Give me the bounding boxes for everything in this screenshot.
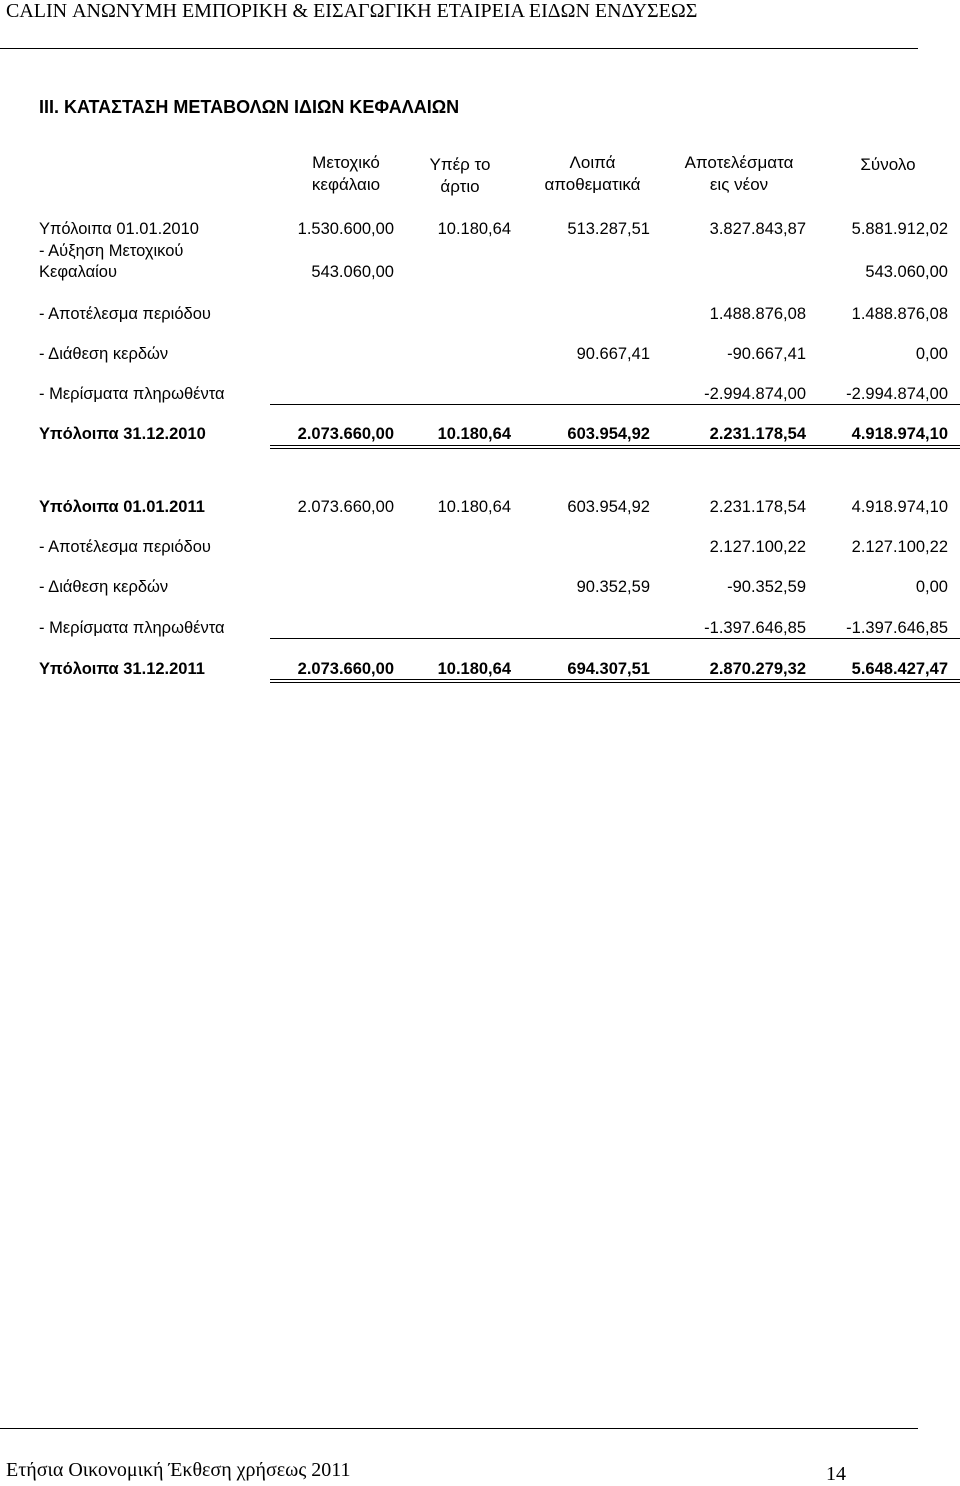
subtotal-rule <box>270 638 960 639</box>
row-label-period-result-2011: - Αποτέλεσμα περιόδου <box>39 538 211 556</box>
company-header: CALIN ΑΝΩΝΥΜΗ ΕΜΠΟΡΙΚΗ & ΕΙΣΑΓΩΓΙΚΗ ΕΤΑΙΡΕΙΑ ΕΙΔΩΝ ΕΝΔΥΣΕΩΣ <box>6 0 698 22</box>
column-header-share-premium: Υπέρ το άρτιο <box>429 155 491 196</box>
cell-total: 1.488.876,08 <box>851 305 948 323</box>
total-double-rule <box>270 679 960 683</box>
cell-share-capital: 2.073.660,00 <box>297 660 394 678</box>
column-header-retained-earnings: Αποτελέσματα εις νέον <box>684 153 794 194</box>
cell-retained-earnings: 2.231.178,54 <box>709 425 806 443</box>
row-label-closing-balance-2011: Υπόλοιπα 31.12.2011 <box>39 660 205 678</box>
cell-other-reserves: 90.352,59 <box>576 578 650 596</box>
row-label-opening-balance-2010: Υπόλοιπα 01.01.2010 <box>39 220 199 238</box>
page-number: 14 <box>826 1463 846 1485</box>
cell-other-reserves: 603.954,92 <box>567 498 650 516</box>
cell-retained-earnings: 3.827.843,87 <box>709 220 806 238</box>
row-label-closing-balance-2010: Υπόλοιπα 31.12.2010 <box>39 425 206 443</box>
column-header-total: Σύνολο <box>860 155 916 174</box>
cell-total: 4.918.974,10 <box>851 498 948 516</box>
footer-divider <box>0 1428 918 1429</box>
subtotal-rule <box>270 404 960 405</box>
column-header-other-reserves: Λοιπά αποθεματικά <box>544 153 641 194</box>
cell-share-premium: 10.180,64 <box>437 425 511 443</box>
cell-total: 4.918.974,10 <box>851 425 948 443</box>
cell-retained-earnings: 1.488.876,08 <box>709 305 806 323</box>
cell-share-premium: 10.180,64 <box>437 498 511 516</box>
cell-retained-earnings: -2.994.874,00 <box>704 385 806 403</box>
row-label-capital-increase: - Αύξηση Μετοχικού <box>39 242 184 260</box>
cell-share-capital: 2.073.660,00 <box>297 498 394 516</box>
cell-share-capital: 2.073.660,00 <box>297 425 394 443</box>
cell-retained-earnings: -90.352,59 <box>727 578 806 596</box>
row-label-opening-balance-2011: Υπόλοιπα 01.01.2011 <box>39 498 205 516</box>
cell-total: 543.060,00 <box>865 263 948 281</box>
cell-total: -2.994.874,00 <box>846 385 948 403</box>
row-label-period-result-2010: - Αποτέλεσμα περιόδου <box>39 305 211 323</box>
column-header-share-capital: Μετοχικό κεφάλαιο <box>311 153 381 194</box>
row-label-dividends-paid-2010: - Μερίσματα πληρωθέντα <box>39 385 225 403</box>
cell-total: 0,00 <box>915 345 948 363</box>
footer-text: Ετήσια Οικονομική Έκθεση χρήσεως 2011 <box>6 1459 351 1481</box>
row-label-profit-distribution-2010: - Διάθεση κερδών <box>39 345 169 363</box>
cell-retained-earnings: 2.870.279,32 <box>709 660 806 678</box>
cell-retained-earnings: 2.127.100,22 <box>709 538 806 556</box>
cell-share-capital: 1.530.600,00 <box>297 220 394 238</box>
cell-other-reserves: 90.667,41 <box>576 345 650 363</box>
cell-total: 0,00 <box>915 578 948 596</box>
cell-share-premium: 10.180,64 <box>437 660 511 678</box>
row-label-dividends-paid-2011: - Μερίσματα πληρωθέντα <box>39 619 225 637</box>
cell-total: 5.648.427,47 <box>851 660 948 678</box>
cell-share-premium: 10.180,64 <box>437 220 511 238</box>
cell-total: -1.397.646,85 <box>846 619 948 637</box>
cell-total: 2.127.100,22 <box>851 538 948 556</box>
cell-other-reserves: 513.287,51 <box>567 220 650 238</box>
section-title: III. ΚΑΤΑΣΤΑΣΗ ΜΕΤΑΒΟΛΩΝ ΙΔΙΩΝ ΚΕΦΑΛΑΙΩΝ <box>39 97 460 117</box>
total-double-rule <box>270 445 960 449</box>
cell-retained-earnings: 2.231.178,54 <box>709 498 806 516</box>
cell-retained-earnings: -90.667,41 <box>727 345 806 363</box>
cell-other-reserves: 603.954,92 <box>567 425 650 443</box>
cell-other-reserves: 694.307,51 <box>567 660 650 678</box>
cell-share-capital: 543.060,00 <box>311 263 394 281</box>
row-label-capital-increase-line2: Κεφαλαίου <box>39 263 118 281</box>
row-label-profit-distribution-2011: - Διάθεση κερδών <box>39 578 169 596</box>
header-divider <box>0 48 918 49</box>
cell-total: 5.881.912,02 <box>851 220 948 238</box>
cell-retained-earnings: -1.397.646,85 <box>704 619 806 637</box>
